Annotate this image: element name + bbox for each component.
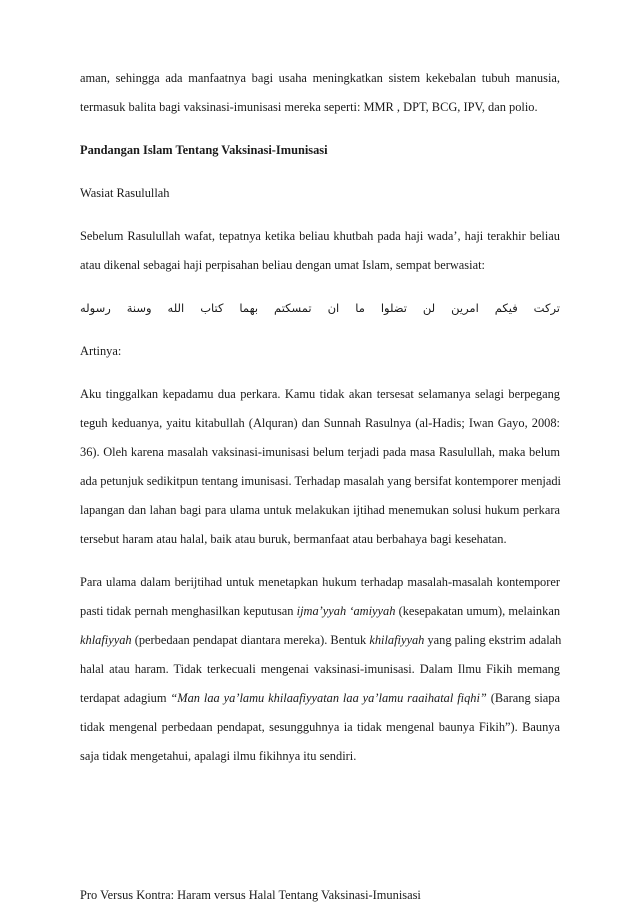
italic-term: khlafiyyah [80, 633, 132, 647]
text-line: ada petunjuk sedikitpun tentang imunisasi. Terhadap masalah yang bersifat kontemporer menjadi [80, 474, 561, 488]
text-line: Para ulama dalam berijtihad untuk menetapkan hukum terhadap masalah-masalah kontemporer [80, 575, 560, 589]
document-page [80, 64, 560, 910]
italic-term: ijma’yyah ‘amiyyah [296, 604, 396, 618]
section-heading: Pro Versus Kontra: Haram versus Halal Tentang Vaksinasi-Imunisasi [80, 888, 421, 902]
text-line: halal atau haram. Tidak terkecuali mengenai vaksinasi-imunisasi. Dalam Ilmu Fikih memang [80, 662, 560, 676]
text-line: lapangan dan lahan bagi para ulama untuk melakukan ijtihad menemukan solusi hukum perkara [80, 503, 560, 517]
paragraph-sebelum [80, 222, 560, 280]
paragraph-ulama [80, 568, 560, 771]
arabic-quote: تركت فيكم امرين لن تضلوا ما ان تمسكتم بهما كتاب الله وسنة رسوله [80, 301, 560, 315]
text-line: Sebelum Rasulullah wafat, tepatnya ketika beliau khutbah pada haji wada’, haji terakhir beliau [80, 229, 560, 243]
text-line: atau dikenal sebagai haji perpisahan beliau dengan umat Islam, sempat berwasiat: [80, 258, 485, 272]
italic-adage: “Man laa ya’lamu khilaafiyyatan laa ya’lamu raaihatal fiqhi” [170, 691, 487, 705]
italic-term: khilafiyyah [369, 633, 425, 647]
text-line: saja tidak mengetahui, apalagi ilmu fikihnya itu sendiri. [80, 749, 357, 763]
artinya-label: Artinya: [80, 344, 122, 358]
subheading: Wasiat Rasulullah [80, 186, 170, 200]
text-line: teguh keduanya, yaitu kitabullah (Alquran) dan Sunnah Rasulnya (al-Hadis; Iwan Gayo, 2008: [80, 416, 560, 430]
text-line: Aku tinggalkan kepadamu dua perkara. Kamu tidak akan tersesat selamanya selagi berpegang [80, 387, 560, 401]
paragraph-aku [80, 380, 560, 554]
section-heading: Pandangan Islam Tentang Vaksinasi-Imunisasi [80, 143, 328, 157]
text-line: pasti tidak pernah menghasilkan keputusan ijma’yyah ‘amiyyah (kesepakatan umum), melainkan [80, 604, 561, 618]
text-line: aman, sehingga ada manfaatnya bagi usaha meningkatkan sistem kekebalan tubuh manusia, [80, 71, 560, 85]
text-line: 36). Oleh karena masalah vaksinasi-imunisasi belum terjadi pada masa Rasulullah, maka belum [80, 445, 560, 459]
paragraph-intro [80, 64, 560, 122]
text-line: termasuk balita bagi vaksinasi-imunisasi mereka seperti: MMR , DPT, BCG, IPV, dan polio. [80, 100, 538, 114]
text-line: terdapat adagium “Man laa ya’lamu khilaafiyyatan laa ya’lamu raaihatal fiqhi” (Barang siapa [80, 691, 561, 705]
text-line: tidak mengenal perbedaan pendapat, sesungguhnya ia tidak mengenal baunya Fikih”). Baunya [80, 720, 560, 734]
text-line: khlafiyyah (perbedaan pendapat diantara mereka). Bentuk khilafiyyah yang paling ekstrim adalah [80, 633, 562, 647]
text-line: tersebut haram atau halal, baik atau buruk, bermanfaat atau berbahaya bagi kesehatan. [80, 532, 507, 546]
